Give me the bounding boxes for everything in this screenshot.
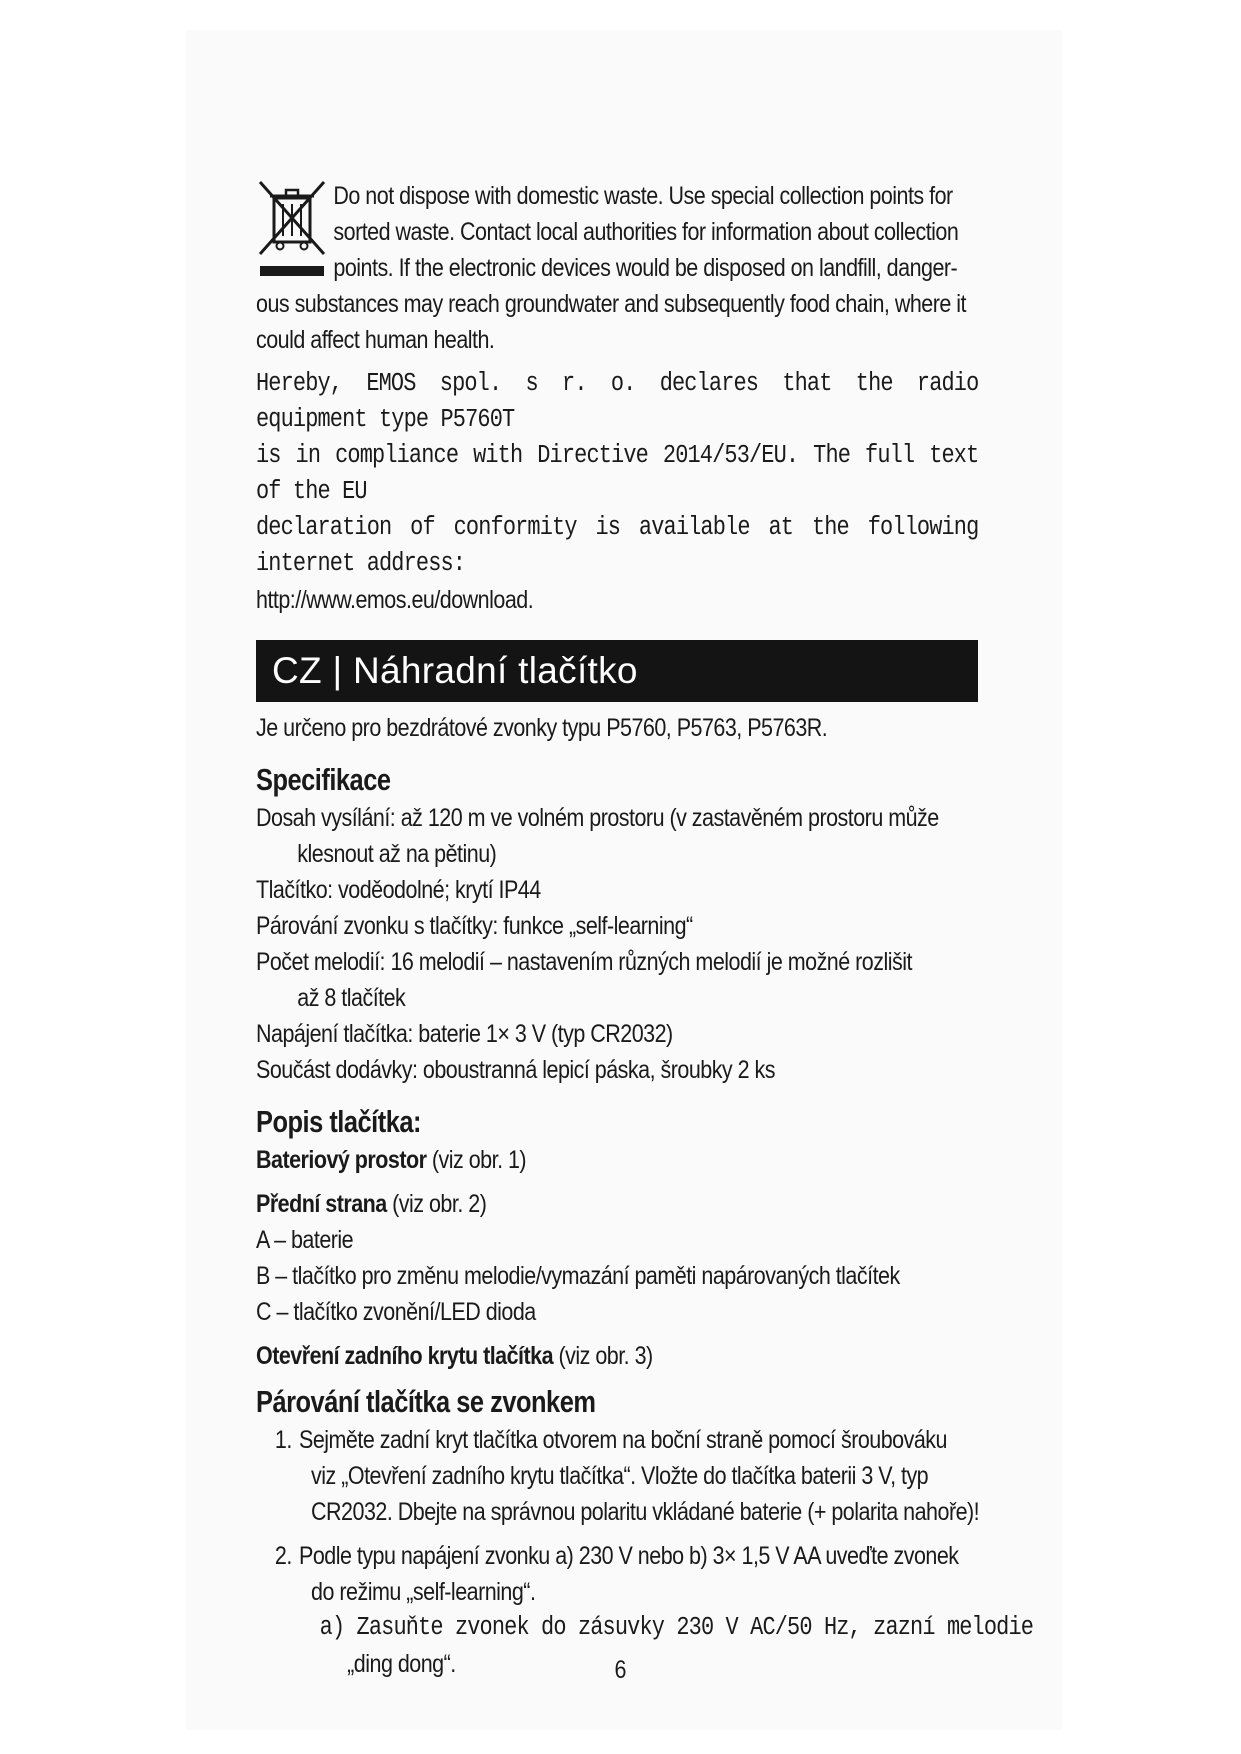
step-1-line-3: CR2032. Dbejte na správnou polaritu vkládané baterie (+ polarita nahoře)! (311, 1498, 980, 1526)
declaration-line-3: declaration of conformity is available at the following internet address: (256, 513, 979, 578)
declaration-line-2: is in compliance with Directive 2014/53/EU. The full text of the EU (256, 441, 979, 506)
part-b: B – tlačítko pro změnu melodie/vymazání paměti napárovaných tlačítek (256, 1262, 900, 1290)
battery-compartment-ref: (viz obr. 1) (426, 1146, 527, 1174)
spec-melodies-line-2: až 8 tlačítek (297, 984, 406, 1012)
pairing-steps (256, 1422, 1034, 1682)
step-2a-label: a) (319, 1613, 345, 1642)
disposal-notice (256, 178, 978, 358)
pairing-heading: Párování tlačítka se zvonkem (256, 1384, 596, 1419)
part-a: A – baterie (256, 1226, 354, 1254)
step-2-line-2: do režimu „self-learning“. (311, 1578, 536, 1606)
specifications-list (256, 800, 978, 1088)
step-1-line-1 (256, 1422, 997, 1458)
intro-text: Je určeno pro bezdrátové zvonky typu P5760, P5763, P5763R. (256, 714, 828, 742)
declaration-line-1: Hereby, EMOS spol. s r. o. declares that the radio equipment type P5760T (256, 369, 979, 434)
disposal-line-5: could affect human health. (256, 326, 495, 354)
step-2a-line-2: „ding dong“. (347, 1650, 456, 1678)
content-column (256, 178, 1034, 1682)
section-heading-text: CZ | Náhradní tlačítko (272, 650, 638, 691)
step-2-line-1 (256, 1538, 997, 1574)
open-cover-ref: (viz obr. 3) (553, 1342, 653, 1370)
disposal-line-3: points. If the electronic devices would be disposed on landfill, danger- (333, 254, 958, 282)
battery-compartment-label: Bateriový prostor (256, 1146, 427, 1174)
section-heading-bar (256, 640, 978, 702)
spec-power: Napájení tlačítka: baterie 1× 3 V (typ CR2032) (256, 1020, 673, 1048)
specifications-heading: Specifikace (256, 762, 391, 797)
step-1-line-2: viz „Otevření zadního krytu tlačítka“. Vložte do tlačítka baterii 3 V, typ (311, 1462, 929, 1490)
spec-range-line-1: Dosah vysílání: až 120 m ve volném prostoru (v zastavěném prostoru může (256, 804, 939, 832)
front-side-ref: (viz obr. 2) (386, 1190, 487, 1218)
spec-button: Tlačítko: voděodolné; krytí IP44 (256, 876, 541, 904)
spec-pairing: Párování zvonku s tlačítky: funkce „self-learning“ (256, 912, 693, 940)
step-2-text: Podle typu napájení zvonku a) 230 V nebo b) 3× 1,5 V AA uveďte zvonek (299, 1542, 959, 1570)
front-side-line (256, 1186, 978, 1222)
part-c: C – tlačítko zvonění/LED dioda (256, 1298, 536, 1326)
step-2a-text: Zasuňte zvonek do zásuvky 230 V AC/50 Hz, zazní melodie (356, 1613, 1034, 1642)
spec-package: Součást dodávky: oboustranná lepicí páska, šroubky 2 ks (256, 1056, 775, 1084)
disposal-line-4: ous substances may reach groundwater and subsequently food chain, where it (256, 290, 966, 318)
declaration-url: http://www.emos.eu/download. (256, 586, 534, 614)
front-side-label: Přední strana (256, 1190, 387, 1218)
step-1-number: 1. (274, 1426, 292, 1454)
open-cover-label: Otevření zadního krytu tlačítka (256, 1342, 554, 1370)
page-number: 6 (614, 1656, 627, 1684)
step-1-text: Sejměte zadní kryt tlačítka otvorem na boční straně pomocí šroubováku (299, 1426, 947, 1454)
battery-compartment-line (256, 1142, 978, 1178)
disposal-line-2: sorted waste. Contact local authorities for information about collection (333, 218, 959, 246)
open-cover-line (256, 1338, 978, 1374)
description-heading: Popis tlačítka: (256, 1104, 421, 1139)
spec-melodies-line-1: Počet melodií: 16 melodií – nastavením různých melodií je možné rozlišit (256, 948, 912, 976)
declaration-paragraph (256, 366, 978, 618)
step-2-number: 2. (274, 1542, 292, 1570)
disposal-line-1: Do not dispose with domestic waste. Use special collection points for (333, 182, 953, 210)
spec-range-line-2: klesnout až na pětinu) (297, 840, 497, 868)
step-2a-line-1 (256, 1610, 1042, 1646)
